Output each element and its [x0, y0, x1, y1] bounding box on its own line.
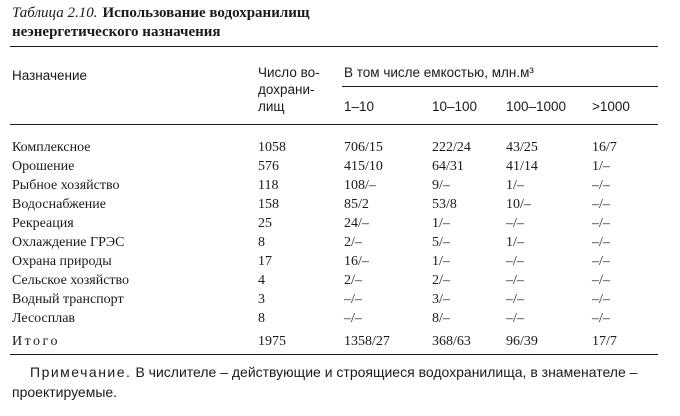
header-range-1: 1–10: [344, 99, 375, 114]
row-count: 25: [258, 216, 272, 231]
row-count: 4: [258, 273, 265, 288]
row-range-2: 1/–: [432, 216, 450, 231]
row-range-1: 24/–: [344, 216, 369, 231]
table-note: [12, 362, 662, 402]
row-range-4: –/–: [592, 292, 610, 307]
row-range-4: –/–: [592, 216, 610, 231]
row-range-3: 41/14: [506, 159, 538, 174]
row-count: 17: [258, 254, 272, 269]
total-range-1: 1358/27: [344, 334, 390, 349]
row-range-4: –/–: [592, 197, 610, 212]
row-range-4: –/–: [592, 178, 610, 193]
row-name: Водный транспорт: [12, 292, 124, 307]
total-name: Итого: [12, 334, 60, 349]
header-capacity: В том числе емкостью, млн.м³: [344, 65, 534, 80]
row-range-3: –/–: [506, 292, 524, 307]
row-range-3: –/–: [506, 273, 524, 288]
header-range-2: 10–100: [432, 99, 478, 114]
row-name: Охлаждение ГРЭС: [12, 235, 125, 250]
total-range-2: 368/63: [432, 334, 471, 349]
row-name: Водоснабжение: [12, 197, 107, 212]
row-range-2: 53/8: [432, 197, 457, 212]
row-range-3: 43/25: [506, 140, 538, 155]
total-range-3: 96/39: [506, 334, 538, 349]
row-name: Орошение: [12, 159, 75, 174]
table-caption: [12, 4, 310, 42]
row-count: 8: [258, 311, 265, 326]
row-name: Лесосплав: [12, 311, 76, 326]
row-range-3: –/–: [506, 216, 524, 231]
row-name: Рекреация: [12, 216, 74, 231]
row-range-3: –/–: [506, 254, 524, 269]
note-text: В числителе – действующие и строящиеся водохранилища, в знаменателе – проектируемые.: [12, 364, 638, 400]
row-range-4: 16/7: [592, 140, 617, 155]
row-range-4: 1/–: [592, 159, 610, 174]
row-count: 118: [258, 178, 279, 193]
row-name: Рыбное хозяйство: [12, 178, 120, 193]
row-count: 576: [258, 159, 279, 174]
row-range-2: 1/–: [432, 254, 450, 269]
row-range-1: –/–: [344, 292, 362, 307]
row-range-2: 2/–: [432, 273, 450, 288]
row-range-1: 2/–: [344, 235, 362, 250]
row-count: 8: [258, 235, 265, 250]
row-range-1: –/–: [344, 311, 362, 326]
row-range-4: –/–: [592, 254, 610, 269]
row-range-1: 2/–: [344, 273, 362, 288]
row-range-1: 108/–: [344, 178, 376, 193]
row-range-1: 16/–: [344, 254, 369, 269]
row-range-2: 8/–: [432, 311, 450, 326]
note-label: Примечание.: [30, 364, 132, 380]
caption-line-1: Использование водохранилищ: [102, 5, 310, 21]
row-name: Комплексное: [12, 140, 91, 155]
total-count: 1975: [258, 334, 286, 349]
row-range-4: –/–: [592, 273, 610, 288]
row-range-1: 706/15: [344, 140, 383, 155]
row-range-3: 1/–: [506, 178, 524, 193]
row-range-3: 10/–: [506, 197, 531, 212]
total-range-4: 17/7: [592, 334, 617, 349]
row-range-1: 85/2: [344, 197, 369, 212]
row-range-2: 5/–: [432, 235, 450, 250]
row-range-2: 3/–: [432, 292, 450, 307]
caption-label: Таблица 2.10.: [12, 5, 98, 21]
row-range-2: 9/–: [432, 178, 450, 193]
row-range-1: 415/10: [344, 159, 383, 174]
row-count: 1058: [258, 140, 286, 155]
row-range-3: 1/–: [506, 235, 524, 250]
row-range-2: 222/24: [432, 140, 471, 155]
row-count: 3: [258, 292, 265, 307]
row-range-3: –/–: [506, 311, 524, 326]
capacity-rule: [342, 86, 658, 87]
header-count-line-2: дохрани-: [258, 82, 315, 97]
header-range-3: 100–1000: [506, 99, 567, 114]
top-rule: [10, 46, 658, 47]
header-count-line-1: Число во-: [258, 65, 320, 80]
header-count-line-3: лищ: [258, 99, 285, 114]
header-purpose: Назначение: [12, 68, 88, 83]
row-count: 158: [258, 197, 279, 212]
caption-line-2: неэнергетического назначения: [12, 24, 221, 40]
row-range-2: 64/31: [432, 159, 464, 174]
header-range-4: >1000: [592, 99, 630, 114]
row-range-4: –/–: [592, 311, 610, 326]
bottom-rule: [10, 354, 658, 355]
row-name: Сельское хозяйство: [12, 273, 130, 288]
header-rule: [10, 124, 658, 125]
row-range-4: –/–: [592, 235, 610, 250]
row-name: Охрана природы: [12, 254, 112, 269]
